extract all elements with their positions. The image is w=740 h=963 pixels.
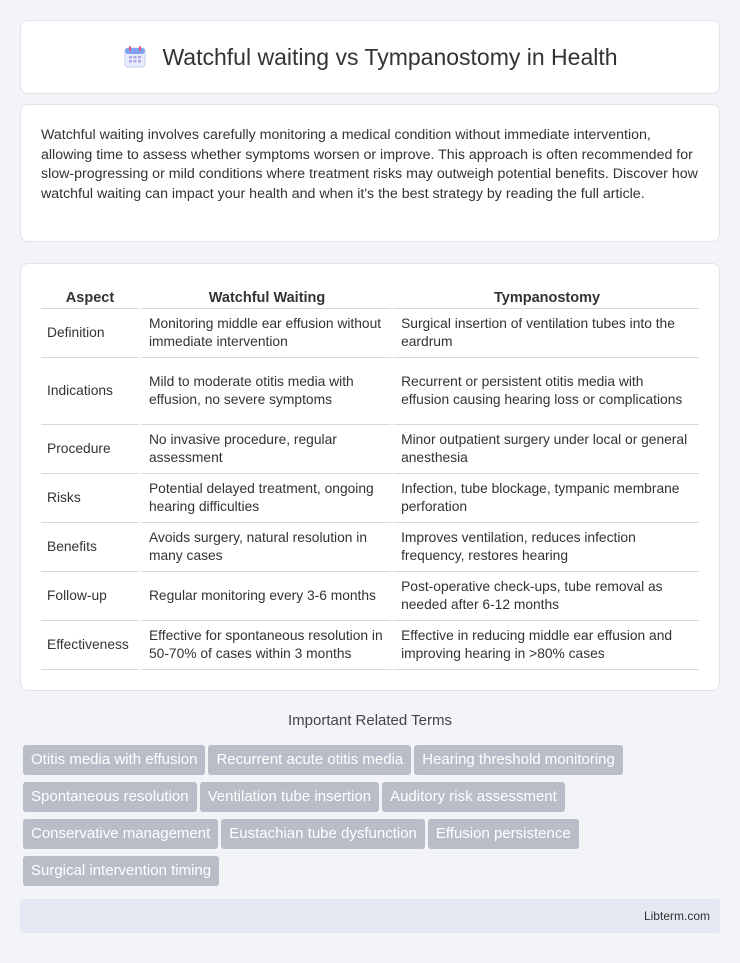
comparison-table <box>41 284 699 670</box>
intro-text: Watchful waiting involves carefully monitoring a medical condition without immediate intervention, allowing time to assess whether symptoms worsen or improve. This approach is often recommended for slow-progressing or mild conditions where treatment risks may outweigh potential benefits. Discover how watchful waiting can impact your health and when it's the best strategy by reading the full article. <box>41 127 698 202</box>
table-cell-tympanostomy: Surgical insertion of ventilation tubes into the eardrum <box>391 309 699 358</box>
table-cell-watchful: Mild to moderate otitis media with effusion, no severe symptoms <box>139 358 391 425</box>
table-cell-watchful: Effective for spontaneous resolution in 50-70% of cases within 3 months <box>139 621 391 670</box>
related-term-tag[interactable]: Effusion persistence <box>428 819 579 849</box>
table-cell-aspect: Effectiveness <box>41 621 139 670</box>
table-cell-tympanostomy: Post-operative check-ups, tube removal as needed after 6-12 months <box>391 572 699 621</box>
table-cell-watchful: Avoids surgery, natural resolution in many cases <box>139 523 391 572</box>
related-term-tag[interactable]: Ventilation tube insertion <box>200 782 379 812</box>
table-cell-aspect: Benefits <box>41 523 139 572</box>
table-row <box>41 523 699 572</box>
related-term-tag[interactable]: Auditory risk assessment <box>382 782 565 812</box>
related-term-tag[interactable]: Hearing threshold monitoring <box>414 745 623 775</box>
table-cell-aspect: Procedure <box>41 425 139 474</box>
page-title: Watchful waiting vs Tympanostomy in Health <box>162 43 618 70</box>
table-row <box>41 621 699 670</box>
related-term-tag[interactable]: Surgical intervention timing <box>23 856 219 886</box>
table-cell-tympanostomy: Infection, tube blockage, tympanic membrane perforation <box>391 474 699 523</box>
calendar-icon <box>122 44 148 70</box>
table-cell-tympanostomy: Minor outpatient surgery under local or general anesthesia <box>391 425 699 474</box>
comparison-table-card <box>20 263 720 691</box>
table-row <box>41 572 699 621</box>
related-term-tag[interactable]: Spontaneous resolution <box>23 782 197 812</box>
table-cell-tympanostomy: Improves ventilation, reduces infection frequency, restores hearing <box>391 523 699 572</box>
header-card <box>20 20 720 94</box>
related-terms-tags <box>23 745 723 893</box>
table-row <box>41 474 699 523</box>
footer <box>20 899 720 933</box>
table-cell-aspect: Follow-up <box>41 572 139 621</box>
table-cell-watchful: Regular monitoring every 3-6 months <box>139 572 391 621</box>
related-term-tag[interactable]: Conservative management <box>23 819 218 849</box>
table-cell-watchful: Monitoring middle ear effusion without immediate intervention <box>139 309 391 358</box>
table-row <box>41 425 699 474</box>
related-term-tag[interactable]: Eustachian tube dysfunction <box>221 819 425 849</box>
header-tympanostomy: Tympanostomy <box>391 284 699 309</box>
table-cell-aspect: Indications <box>41 358 139 425</box>
table-cell-watchful: No invasive procedure, regular assessment <box>139 425 391 474</box>
related-terms-title: Important Related Terms <box>288 712 452 729</box>
header-watchful-waiting: Watchful Waiting <box>139 284 391 309</box>
intro-card <box>20 104 720 242</box>
table-row <box>41 309 699 358</box>
table-cell-tympanostomy: Effective in reducing middle ear effusion and improving hearing in >80% cases <box>391 621 699 670</box>
table-cell-aspect: Definition <box>41 309 139 358</box>
table-row <box>41 358 699 425</box>
table-cell-watchful: Potential delayed treatment, ongoing hearing difficulties <box>139 474 391 523</box>
footer-site-link[interactable]: Libterm.com <box>643 909 710 923</box>
table-cell-aspect: Risks <box>41 474 139 523</box>
header-aspect: Aspect <box>41 284 139 309</box>
related-term-tag[interactable]: Recurrent acute otitis media <box>208 745 411 775</box>
table-cell-tympanostomy: Recurrent or persistent otitis media with effusion causing hearing loss or complications <box>391 358 699 425</box>
table-header-row <box>41 284 699 309</box>
related-term-tag[interactable]: Otitis media with effusion <box>23 745 205 775</box>
